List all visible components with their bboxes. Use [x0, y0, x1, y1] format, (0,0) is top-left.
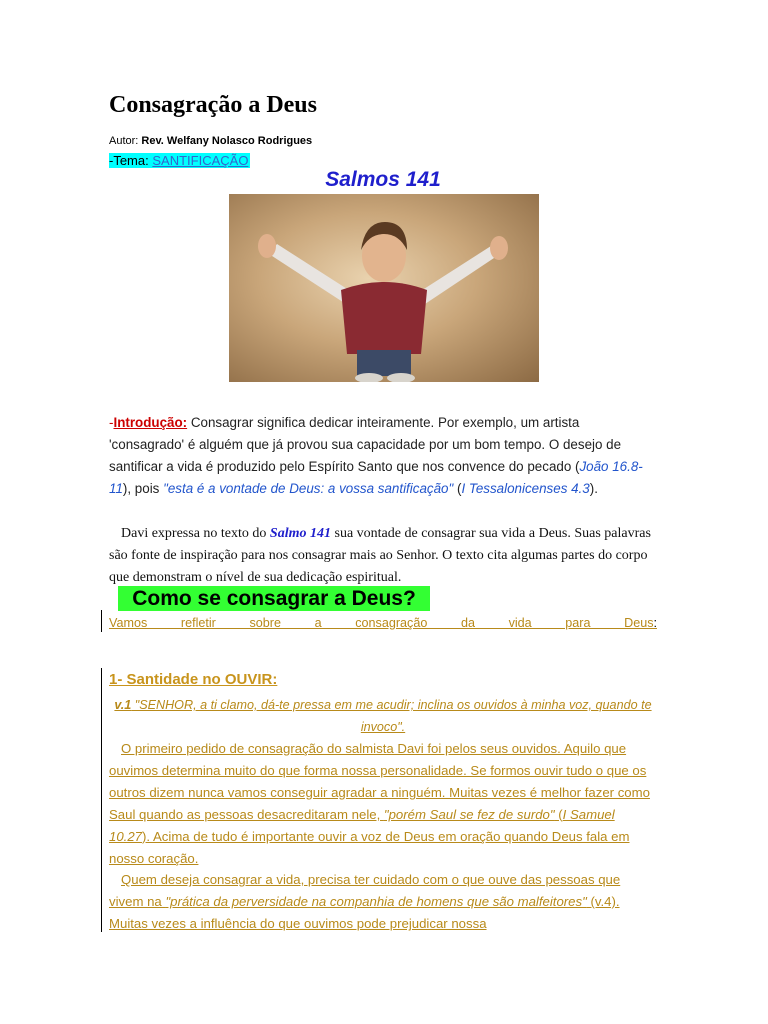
tema-label: -Tema:: [109, 153, 149, 168]
intro-ref-tessalonicenses: I Tessalonicenses 4.3: [461, 481, 590, 496]
margin-marker-bottom: [101, 668, 102, 932]
author-label: Autor:: [109, 135, 139, 147]
p2-quote: "prática da perversidade na companhia de homens que são malfeitores": [165, 894, 587, 909]
davi-paragraph: [109, 523, 657, 589]
intro-label: Introdução:: [113, 415, 188, 430]
section-1-paragraph-2: [109, 869, 657, 935]
p1-ref: I Samuel 10.27: [109, 807, 615, 844]
intro-text-1: Consagrar significa dedicar inteiramente. Por exemplo, um artista 'consagrado' é alguém que já provou sua capacidade por um bom tempo. O desejo de santificar a vida é produzido pelo Espírito Santo que nos convence do pecado (: [109, 415, 622, 474]
p2-text-2: (v.4). Muitas vezes a influência do que ouvimos pode prejudicar nossa: [109, 894, 620, 931]
davi-text-1: Davi expressa no texto do: [121, 526, 270, 541]
vamos-text: Vamos refletir sobre a consagração da vida para Deus: [109, 616, 654, 630]
p1-quote: "porém Saul se fez de surdo": [383, 807, 555, 822]
davi-psalm-ref: Salmo 141: [269, 526, 331, 541]
verse-1: [109, 694, 657, 738]
introducao-paragraph: [109, 412, 657, 500]
vamos-line: [109, 616, 657, 630]
davi-text-2: sua vontade de consagrar sua vida a Deus. Suas palavras são fonte de inspiração para nos consagrar mais ao Senhor. O texto cita algumas partes do corpo que demonstram o nível de sua dedicação espiritual.: [109, 526, 651, 585]
p1-text-2: (: [554, 807, 563, 822]
intro-text-2: ), pois: [122, 481, 164, 496]
section-1-paragraph-1: [109, 738, 657, 870]
p1-text-1: O primeiro pedido de consagração do salmista Davi foi pelos seus ouvidos. Aquilo que ouvimos determina muito do que forma nossa personalidade. Se formos ouvir tudo o que os outros dizem nunca vamos conseguir agradar a ninguém. Muitas vezes é melhor fazer como Saul quando as pessoas desacreditaram nele,: [109, 741, 650, 822]
tema-line: [109, 153, 250, 168]
intro-ref-joao: João 16.8-11: [109, 459, 643, 496]
verse-1-text: "SENHOR, a ti clamo, dá-te pressa em me acudir; inclina os ouvidos à minha voz, quando te invoco".: [131, 698, 652, 734]
author-line: [109, 135, 312, 147]
margin-marker-top: [101, 610, 102, 632]
section-1-title: 1- Santidade no OUVIR:: [109, 671, 278, 688]
p1-text-3: ). Acima de tudo é importante ouvir a voz de Deus em oração quando Deus fala em nosso coração.: [109, 829, 630, 866]
page-title: Consagração a Deus: [109, 92, 317, 118]
intro-text-3: (: [453, 481, 462, 496]
boy-praying-illustration: [229, 194, 539, 382]
vamos-colon: :: [653, 616, 657, 630]
intro-text-4: ).: [589, 481, 598, 496]
salmos-heading: Salmos 141: [325, 168, 441, 191]
p2-text-1: Quem deseja consagrar a vida, precisa ter cuidado com o que ouve das pessoas que vivem na: [109, 872, 621, 909]
como-heading: Como se consagrar a Deus?: [118, 586, 430, 611]
intro-quote: "esta é a vontade de Deus: a vossa santificação": [163, 481, 454, 496]
verse-1-ref: v.1: [114, 698, 132, 712]
tema-link[interactable]: SANTIFICAÇÃO: [152, 153, 249, 168]
intro-dash: -: [109, 415, 114, 430]
author-name: Rev. Welfany Nolasco Rodrigues: [141, 135, 313, 147]
boy-praying-photo: [229, 194, 539, 382]
